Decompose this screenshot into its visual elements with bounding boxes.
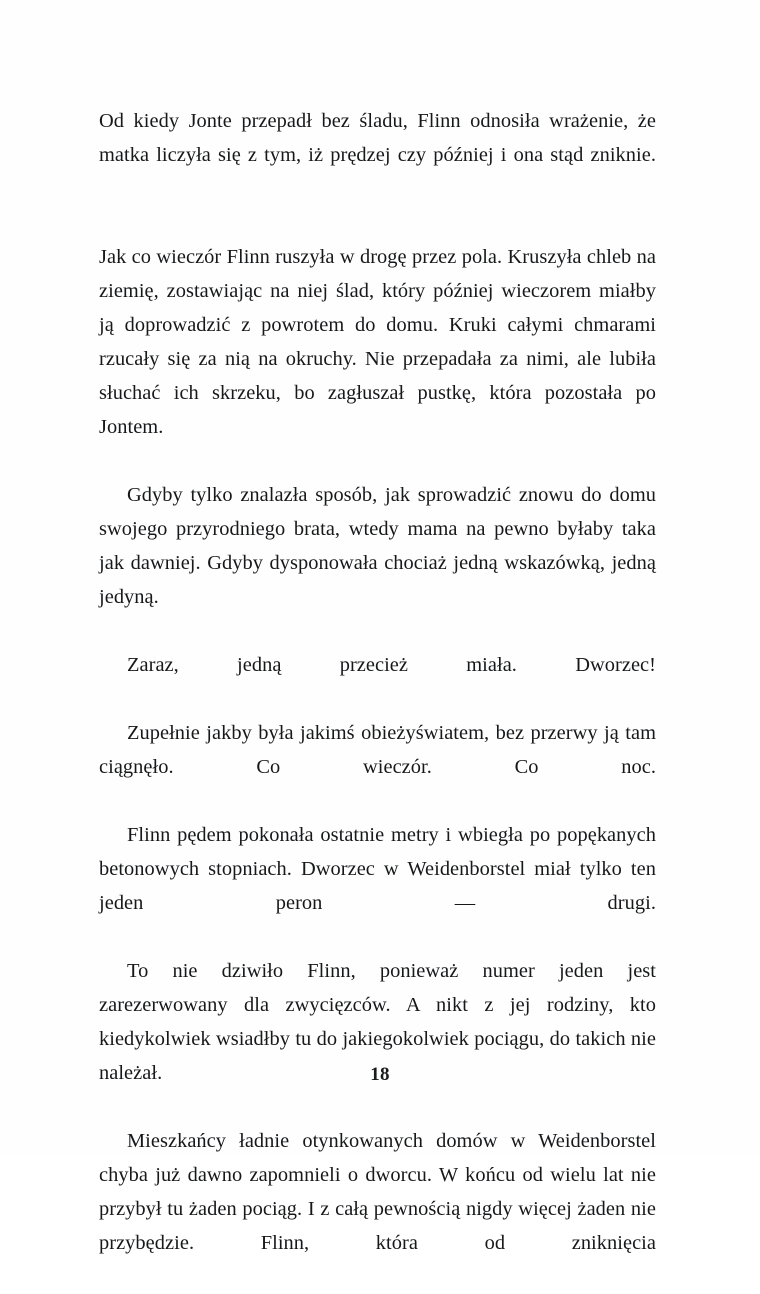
paragraph: Gdyby tylko znalazła sposób, jak sprowadzić znowu do domu swojego przyrodniego brata, wtedy mama na pewno byłaby taka jak dawniej. Gdyby dysponowała chociaż jedną wskazówką, jedną jedyną. [99,484,656,608]
paragraph: Od kiedy Jonte przepadł bez śladu, Flinn odnosiła wrażenie, że matka liczyła się z tym, iż prędzej czy później i ona stąd zniknie. [99,110,656,166]
page-number: 18 [370,1064,390,1085]
paragraph: Zupełnie jakby była jakimś obieżyświatem, bez przerwy ją tam ciągnęło. Co wieczór. Co noc. [99,722,656,778]
paragraph: Jak co wieczór Flinn ruszyła w drogę przez pola. Kruszyła chleb na ziemię, zostawiając na niej ślad, który później wieczorem miałby ją doprowadzić z powrotem do domu. Kruki całymi chmarami rzucały się za nią na okruchy. Nie przepadała za nimi, ale lubiła słuchać ich skrzeku, bo zagłuszał pustkę, która pozostała po Jontem. [99,246,656,438]
paragraph: Mieszkańcy ładnie otynkowanych domów w Weidenborstel chyba już dawno zapomnieli o dworcu. W końcu od wielu lat nie przybył tu żaden pociąg. I z całą pewnością nigdy więcej żaden nie przybędzie. Flinn, która od zniknięcia [99,1130,656,1254]
body-text-block [99,104,656,1294]
paragraph: To nie dziwiło Flinn, ponieważ numer jeden jest zarezerwowany dla zwycięzców. A nikt z jej rodziny, kto kiedykolwiek wsiadłby tu do jakiegokolwiek pociągu, do takich nie należał. [99,960,656,1084]
paragraph: Flinn pędem pokonała ostatnie metry i wbiegła po popękanych betonowych stopniach. Dworzec w Weidenborstel miał tylko ten jeden peron — drugi. [99,824,656,914]
paragraph: Zaraz, jedną przecież miała. Dworzec! [127,654,656,676]
